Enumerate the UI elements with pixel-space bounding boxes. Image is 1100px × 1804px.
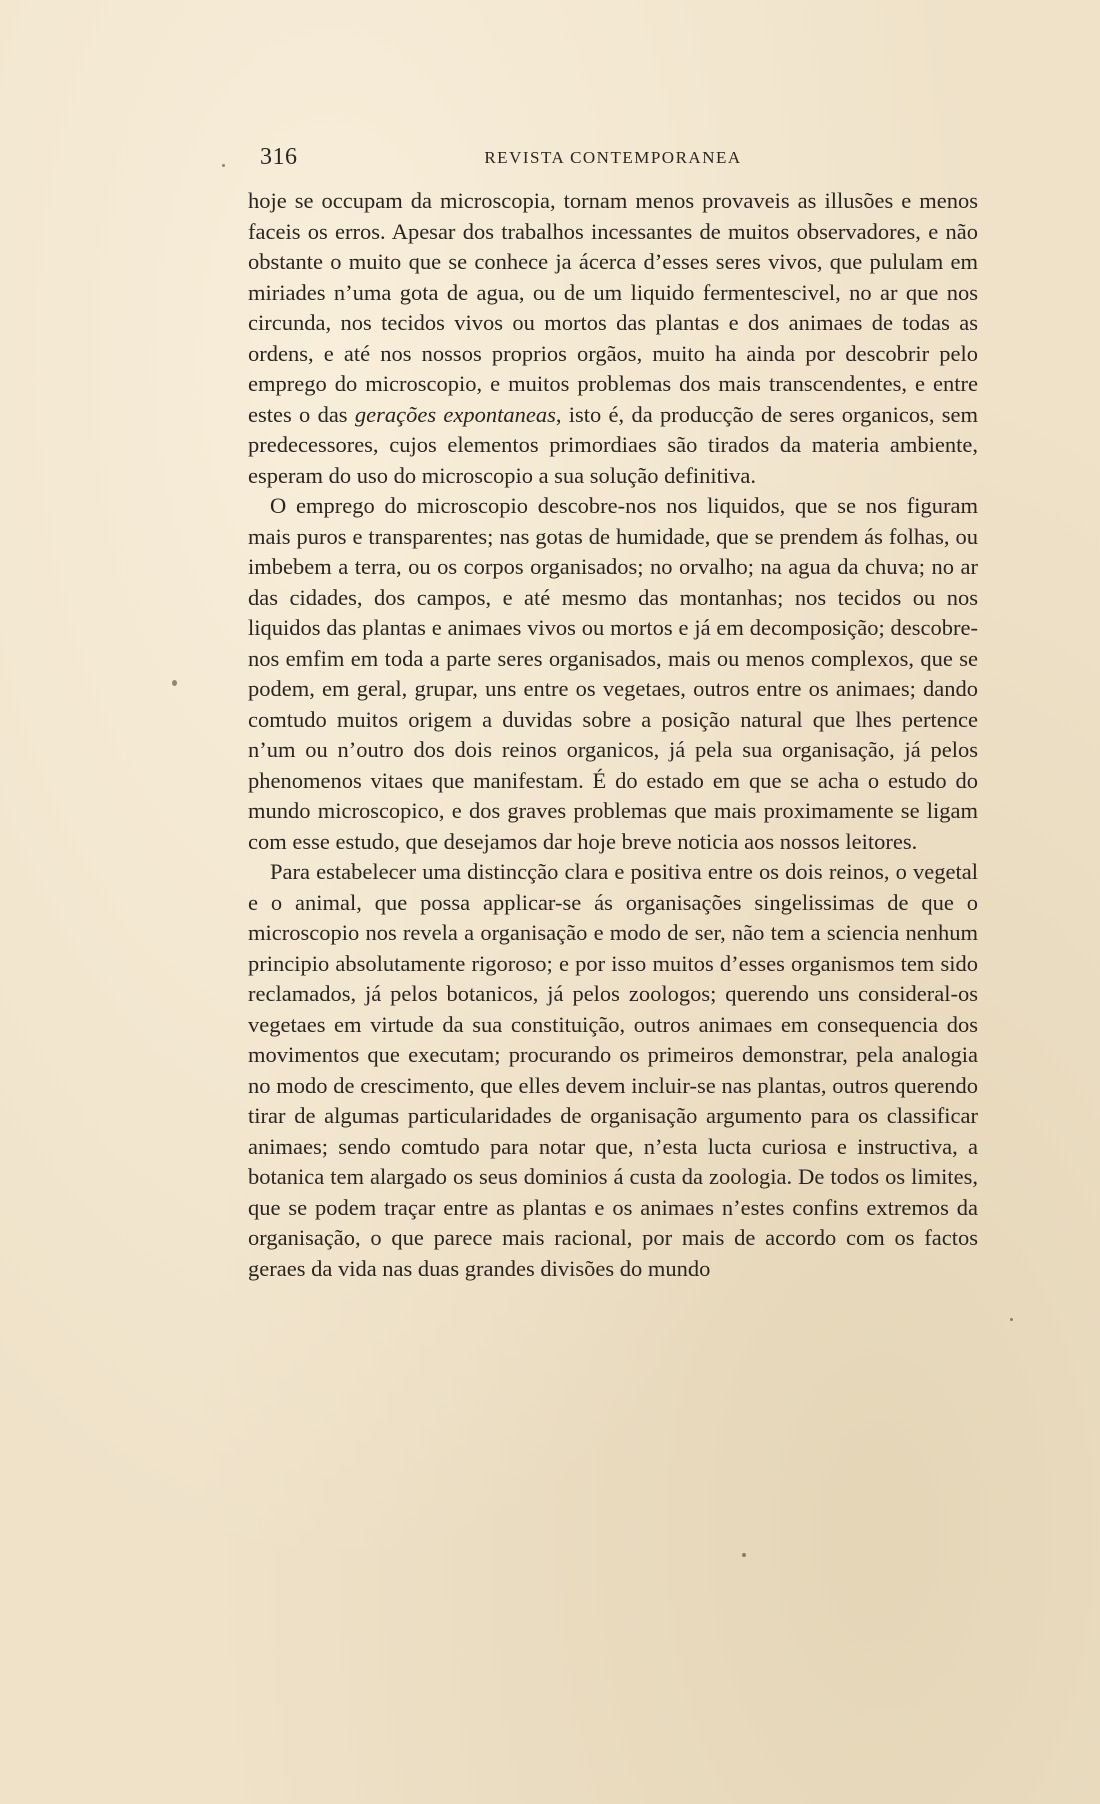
body-text xyxy=(248,186,978,1284)
paper-speck xyxy=(172,680,177,686)
paragraph-1-text-a: hoje se occupam da microscopia, tornam menos provaveis as illusões e menos faceis os erros. Apesar dos trabalhos incessantes de muitos observadores, e não obstante o muito que se conhece ja ácerca d’esses seres vivos, que pululam em miriades n’uma gota de agua, ou de um liquido fermentescivel, no ar que nos circunda, nos tecidos vivos ou mortos das plantas e dos animaes de todas as ordens, e até nos nossos proprios orgãos, muito ha ainda por descobrir pelo emprego do microscopio, e muitos problemas dos mais transcendentes, e entre estes o das xyxy=(248,188,978,427)
book-page xyxy=(248,140,978,1284)
paragraph-1-text-b: , isto é, da producção de seres organicos, sem predecessores, cujos elementos primordiaes são tirados da materia ambiente, esperam do uso do microscopio a sua solução definitiva. xyxy=(248,401,978,488)
paper-speck xyxy=(222,164,225,167)
paragraph-3: Para estabelecer uma distincção clara e positiva entre os dois reinos, o vegetal e o animal, que possa applicar-se ás organisações singelissimas de que o microscopio nos revela a organisação e modo de ser, não tem a sciencia nenhum principio absolutamente rigoroso; e por isso muitos d’esses organismos tem sido reclamados, já pelos botanicos, já pelos zoologos; querendo uns consideral-os vegetaes em virtude da sua constituição, outros animaes em consequencia dos movimentos que executam; procurando os primeiros demonstrar, pela analogia no modo de crescimento, que elles devem incluir-se nas plantas, outros querendo tirar de algumas particularidades de organisação argumento para os classificar animaes; sendo comtudo para notar que, n’esta lucta curiosa e instructiva, a botanica tem alargado os seus dominios á custa da zoologia. De todos os limites, que se podem traçar entre as plantas e os animaes n’estes confins extremos da organisação, o que parece mais racional, por mais de accordo com os factos geraes da vida nas duas grandes divisões do mundo xyxy=(248,859,978,1281)
page-number: 316 xyxy=(260,144,298,170)
running-head xyxy=(248,140,978,180)
paragraph-1 xyxy=(248,186,978,491)
journal-title: REVISTA CONTEMPORANEA xyxy=(484,148,742,167)
paper-speck xyxy=(1010,1318,1013,1321)
italic-term: gerações expontaneas xyxy=(354,401,556,427)
paragraph-2: O emprego do microscopio descobre-nos nos liquidos, que se nos figuram mais puros e transparentes; nas gotas de humidade, que se prendem ás folhas, ou imbebem a terra, ou os corpos organisados; no orvalho; na agua da chuva; no ar das cidades, dos campos, e até mesmo das montanhas; nos tecidos ou nos liquidos das plantas e animaes vivos ou mortos e já em decomposição; descobre-nos emfim em toda a parte seres organisados, mais ou menos complexos, que se podem, em geral, grupar, uns entre os vegetaes, outros entre os animaes; dando comtudo muitos origem a duvidas sobre a posição natural que lhes pertence n’um ou n’outro dos dois reinos organicos, já pela sua organisação, já pelos phenomenos vitaes que manifestam. É do estado em que se acha o estudo do mundo microscopico, e dos graves problemas que mais proximamente se ligam com esse estudo, que desejamos dar hoje breve noticia aos nossos leitores. xyxy=(248,493,978,854)
paper-speck xyxy=(742,1553,746,1557)
